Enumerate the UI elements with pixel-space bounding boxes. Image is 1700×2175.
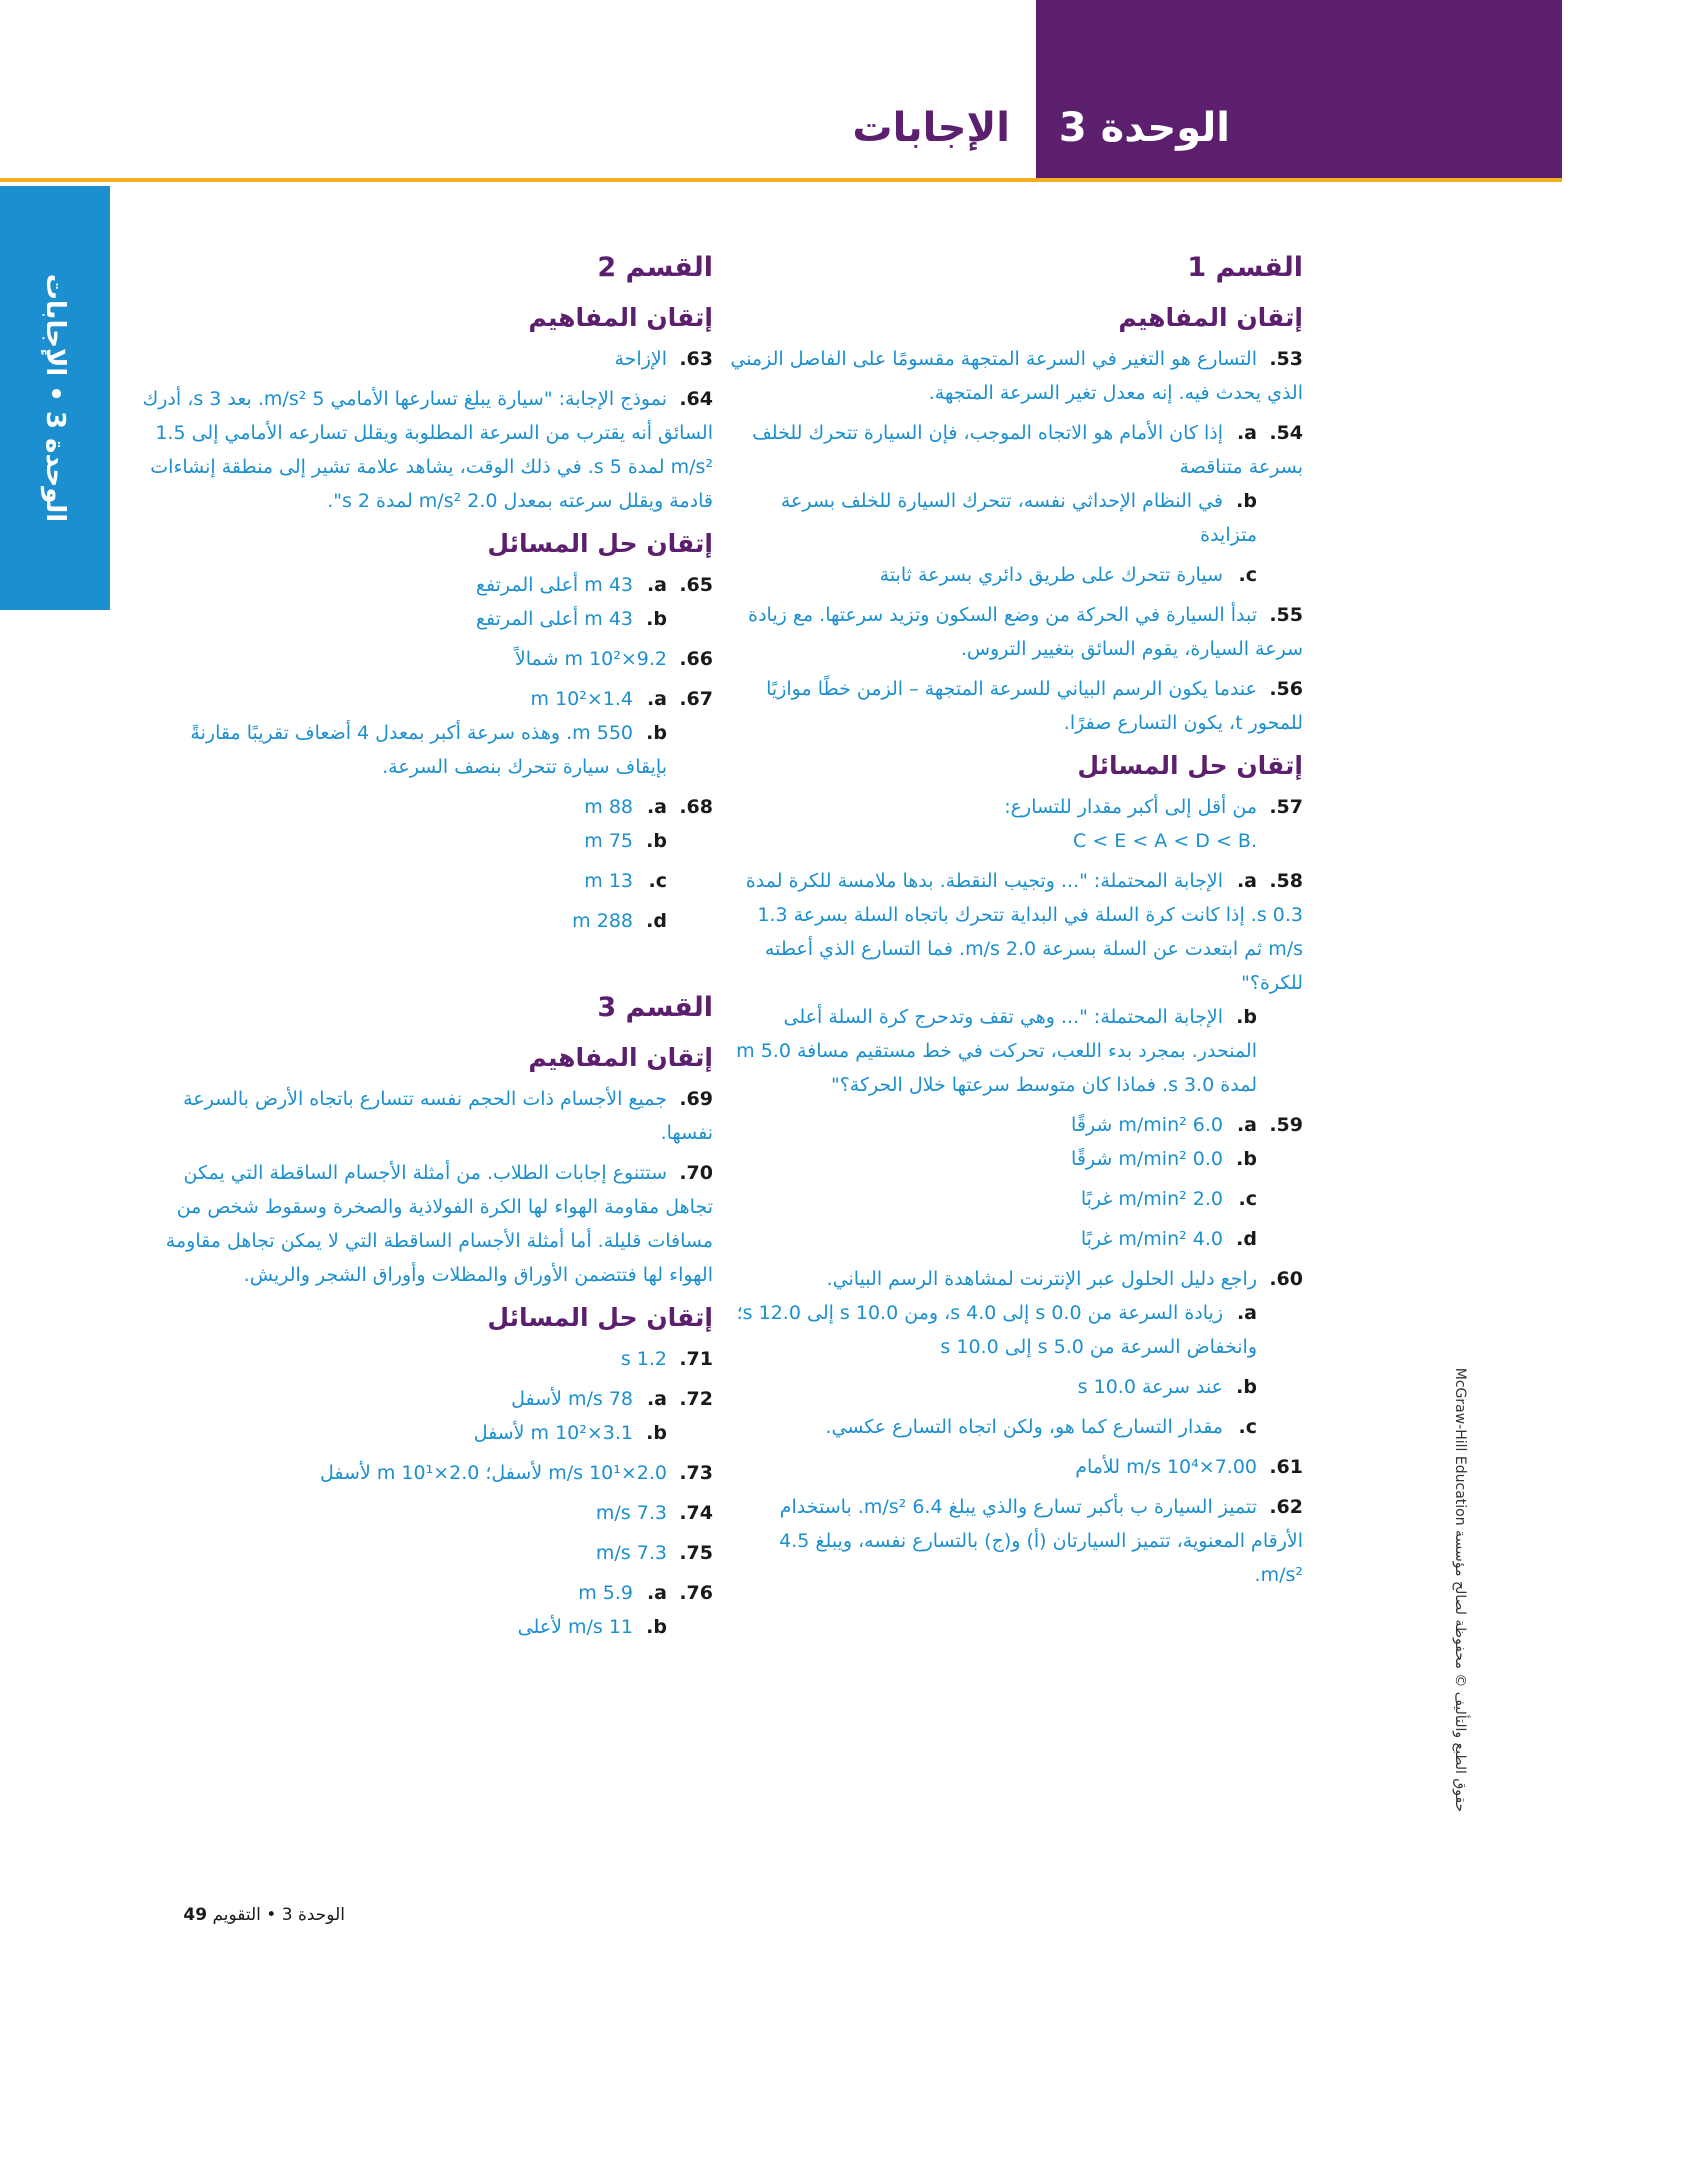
footer-label: الوحدة 3 • التقويم bbox=[212, 1905, 345, 1925]
answer-55: 55.تبدأ السيارة في الحركة من وضع السكون وتزيد سرعتها. مع زيادة سرعة السيارة، يقوم السائق بتغيير التروس. bbox=[748, 604, 1303, 660]
section-1-title: القسم 1 bbox=[1187, 252, 1303, 283]
answer-60: 60.راجع دليل الحلول عبر الإنترنت لمشاهدة الرسم البياني. a.زيادة السرعة من 0.0 s إلى 4.0 s، ومن 10.0 s إلى 12.0 s؛ وانخفاض السرعة من 5.0 s إلى 10.0 s b.عند سرعة 10.0 s c.مقدار التسارع كما هو، ولكن اتجاه التسارع عكسي. bbox=[736, 1268, 1303, 1438]
answer-69: 69.جميع الأجسام ذات الحجم نفسه تتسارع باتجاه الأرض بالسرعة نفسها. bbox=[183, 1088, 713, 1144]
answer-54: 54.a.إذا كان الأمام هو الاتجاه الموجب، فإن السيارة تتحرك للخلف بسرعة متناقصة b.في النظام الإحداثي نفسه، تتحرك السيارة للخلف بسرعة متزايدة c.سيارة تتحرك على طريق دائري بسرعة ثابتة bbox=[752, 422, 1303, 586]
problems-heading: إتقان حل المسائل bbox=[1077, 751, 1303, 780]
copyright-notice: حقوق الطبع والتأليف © محفوظة لصالح مؤسسة McGraw-Hill Education bbox=[1452, 1367, 1468, 1813]
concepts-heading: إتقان المفاهيم bbox=[528, 303, 713, 332]
answer-58: 58.a.الإجابة المحتملة: "... وتجيب النقطة. بدها ملامسة للكرة لمدة 0.3 s. إذا كانت كرة السلة في البداية تتحرك باتجاه السلة بسرعة 1.3 m/s ثم ابتعدت عن السلة بسرعة 2.0 m/s. فما التسارع الذي أعطته للكرة؟" b.الإجابة المحتملة: "... وهي تقف وتدحرج كرة السلة أعلى المنحدر. بمجرد بدء اللعب، تحركت في خط مستقيم مسافة 5.0 m لمدة 3.0 s. فماذا كان متوسط سرعتها خلال الحركة؟" bbox=[736, 870, 1303, 1096]
page-number: 49 bbox=[183, 1905, 208, 1925]
answer-53: 53.التسارع هو التغير في السرعة المتجهة مقسومًا على الفاصل الزمني الذي يحدث فيه. إنه معدل تغير السرعة المتجهة. bbox=[730, 348, 1303, 404]
answer-72: 72.a.78 m/s لأسفل b.3.1×10² m لأسفل bbox=[473, 1388, 713, 1444]
section-3-title: القسم 3 bbox=[597, 992, 713, 1023]
answer-75: 75.7.3 m/s bbox=[595, 1542, 713, 1564]
problems-heading: إتقان حل المسائل bbox=[487, 1303, 713, 1332]
answer-65: 65.a.43 m أعلى المرتفع b.43 m أعلى المرتفع bbox=[475, 574, 713, 630]
answer-68: 68.a.88 m b.75 m c.13 m d.288 m bbox=[572, 796, 713, 932]
side-tab-label: الوحدة 3 • الإجابات bbox=[40, 273, 70, 523]
right-column bbox=[728, 248, 1303, 1598]
page-title: الإجابات bbox=[852, 105, 1010, 151]
answer-73: 73.2.0×10¹ m/s لأسفل؛ 2.0×10¹ m لأسفل bbox=[320, 1462, 713, 1484]
answer-62: 62.تتميز السيارة ب بأكبر تسارع والذي يبلغ 6.4 m/s². باستخدام الأرقام المعنوية، تتميز السيارتان (أ) و(ج) بالتسارع نفسه، ويبلغ 4.5 m/s². bbox=[779, 1496, 1303, 1586]
answer-59: 59.a.6.0 m/min² شرقًا b.0.0 m/min² شرقًا c.2.0 m/min² غربًا d.4.0 m/min² غربًا bbox=[1071, 1114, 1303, 1250]
answer-70: 70.ستتنوع إجابات الطلاب. من أمثلة الأجسام الساقطة التي يمكن تجاهل مقاومة الهواء لها الكرة الفولاذية والصخرة وسقوط شخص من مسافات قليلة. أما أمثلة الأجسام الساقطة التي لا يمكن تجاهل مقاومة الهواء لها فتتضمن الأوراق والمظلات وأوراق الشجر والريش. bbox=[165, 1162, 713, 1286]
concepts-heading: إتقان المفاهيم bbox=[1118, 303, 1303, 332]
answer-64: 64.نموذج الإجابة: "سيارة يبلغ تسارعها الأمامي 5 m/s². بعد 3 s، أدرك السائق أنه يقترب من السرعة المطلوبة ويقلل تسارعه الأمامي إلى 1.5 m/s² لمدة 5 s. في ذلك الوقت، يشاهد علامة تشير إلى منطقة إنشاءات قادمة ويقلل سرعته بمعدل 2.0 m/s² لمدة 2 s". bbox=[142, 388, 713, 512]
answer-57: 57.من أقل إلى أكبر مقدار للتسارع: C < E < A < D < B. bbox=[1004, 796, 1303, 852]
answer-67: 67.a.1.4×10² m b.550 m. وهذه سرعة أكبر بمعدل 4 أضعاف تقريبًا مقارنةً بإيقاف سيارة تتحرك بنصف السرعة. bbox=[190, 688, 713, 778]
answer-74: 74.7.3 m/s bbox=[595, 1502, 713, 1524]
answer-66: 66.9.2×10² m شمالاً bbox=[514, 648, 713, 670]
problems-heading: إتقان حل المسائل bbox=[487, 529, 713, 558]
page-footer bbox=[169, 1905, 345, 1925]
answer-76: 76.a.5.9 m b.11 m/s لأعلى bbox=[517, 1582, 713, 1638]
left-column bbox=[138, 248, 713, 1650]
answer-61: 61.7.00×10⁴ m/s للأمام bbox=[1075, 1456, 1303, 1478]
answer-63: 63.الإزاحة bbox=[614, 348, 713, 370]
header-divider bbox=[0, 178, 1562, 182]
header-title-block bbox=[1036, 0, 1562, 178]
concepts-heading: إتقان المفاهيم bbox=[528, 1043, 713, 1072]
answer-56: 56.عندما يكون الرسم البياني للسرعة المتجهة – الزمن خطًا موازيًا للمحور t، يكون التسارع صفرًا. bbox=[766, 678, 1303, 734]
section-2-title: القسم 2 bbox=[597, 252, 713, 283]
answer-71: 71.1.2 s bbox=[620, 1348, 713, 1370]
unit-title: الوحدة 3 bbox=[1058, 105, 1230, 151]
side-tab bbox=[0, 186, 110, 610]
